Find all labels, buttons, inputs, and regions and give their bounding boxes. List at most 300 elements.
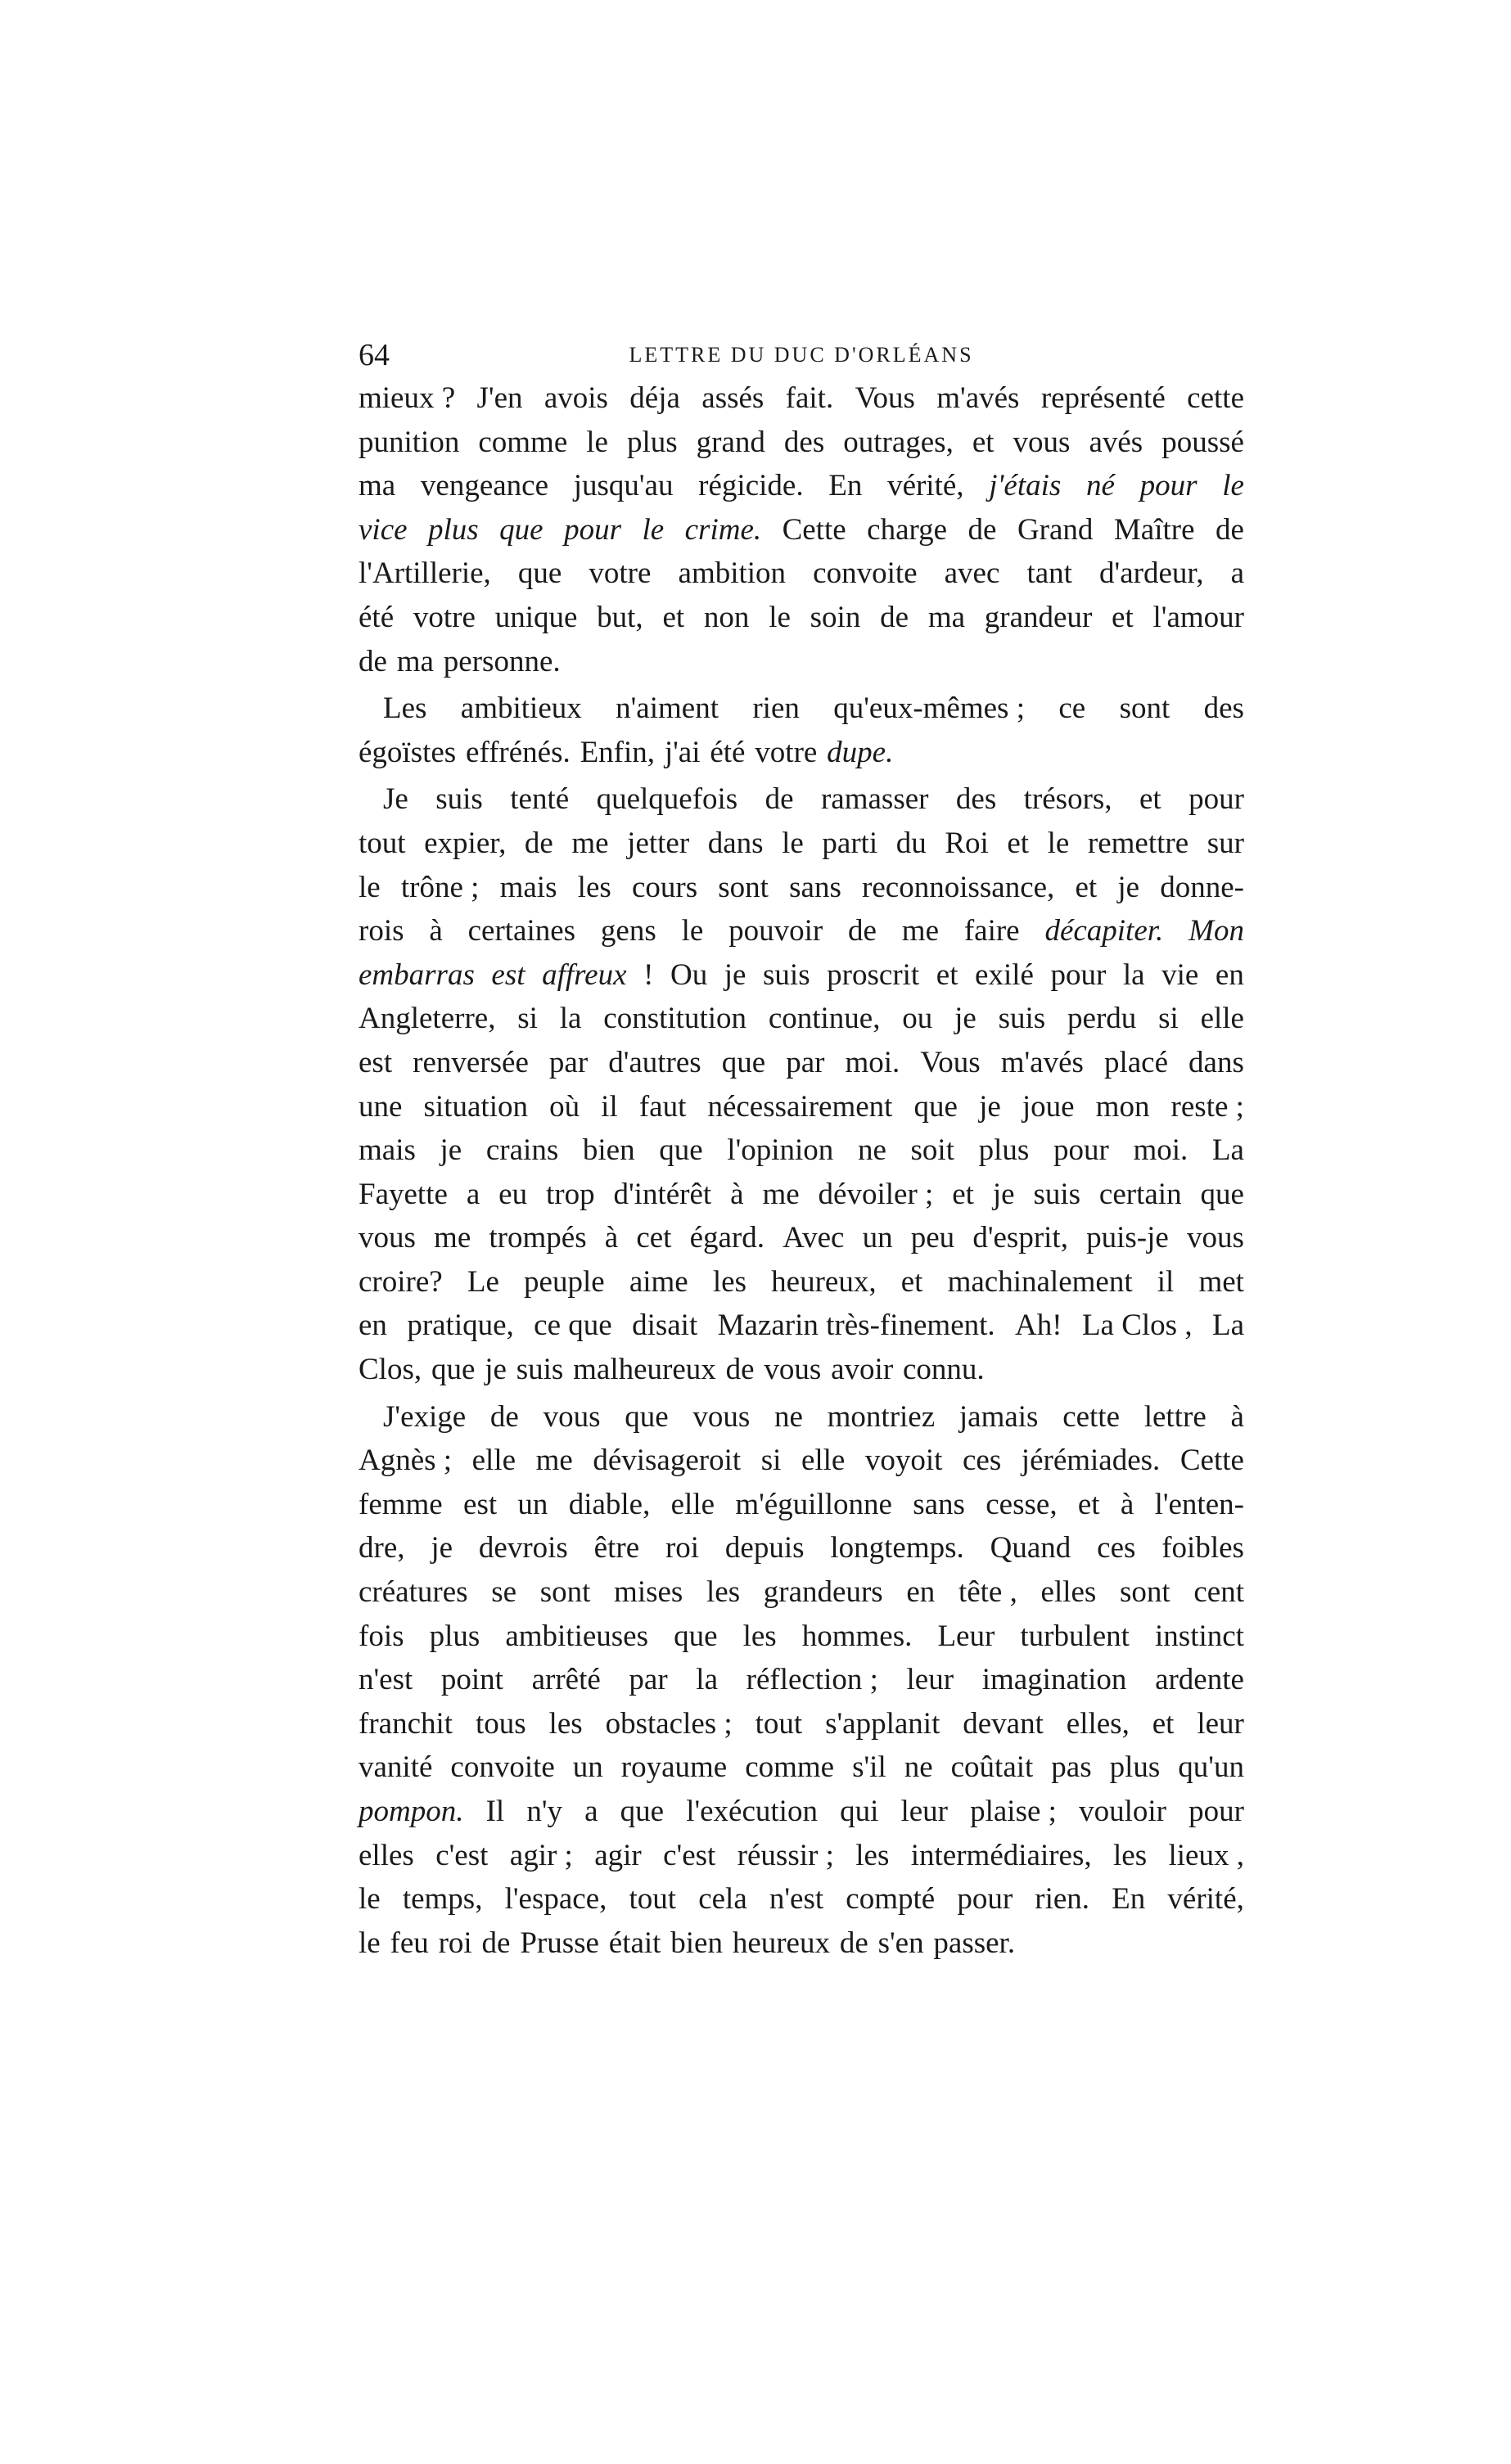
word: représenté <box>1040 381 1166 415</box>
word: leur <box>1197 1706 1244 1741</box>
word: et <box>1007 826 1030 860</box>
word: devrois <box>478 1531 568 1565</box>
word: sont <box>1120 1575 1170 1610</box>
word: de <box>880 600 909 634</box>
word: elles <box>359 1838 414 1872</box>
word: En <box>1112 1882 1146 1917</box>
word: l'exécution <box>686 1795 818 1828</box>
word: hommes. <box>801 1619 913 1653</box>
paragraph <box>359 376 1244 683</box>
word: aime <box>629 1264 688 1299</box>
word: Agnès ; <box>359 1444 453 1478</box>
word: reconnoissance, <box>862 870 1055 904</box>
word: mon <box>1095 1089 1150 1124</box>
word: les <box>706 1575 741 1610</box>
word: plus <box>626 425 678 459</box>
text-line <box>359 777 1244 822</box>
word: La <box>1211 1309 1244 1343</box>
word: les <box>1113 1838 1148 1872</box>
word: trésors, <box>1023 782 1112 817</box>
word: intermédiaires, <box>910 1838 1092 1872</box>
word: non <box>703 600 750 634</box>
word: fois <box>359 1619 404 1653</box>
word: pour <box>1189 1795 1244 1828</box>
text-line <box>359 1439 1244 1483</box>
word: plus <box>429 1619 480 1653</box>
word: ambitieuses <box>505 1619 648 1653</box>
text-line <box>359 1526 1244 1570</box>
word: diable, <box>568 1487 651 1521</box>
word: disait <box>632 1309 698 1343</box>
word: de <box>489 1399 519 1434</box>
word: ne <box>774 1399 803 1434</box>
word: sont <box>1119 691 1170 726</box>
word: compté <box>846 1882 936 1917</box>
word: Cette <box>1179 1444 1244 1478</box>
word: vous <box>1186 1221 1244 1255</box>
word: dans <box>1189 1045 1244 1079</box>
word: bien <box>670 1926 723 1960</box>
page-header <box>359 331 1244 380</box>
word: nécessairement <box>707 1089 893 1124</box>
running-head: LETTRE DU DUC D'ORLÉANS <box>629 343 974 367</box>
word: le <box>359 1882 381 1917</box>
word: ce <box>1058 691 1086 726</box>
word: de <box>359 644 387 678</box>
word: sans <box>913 1487 965 1521</box>
word: vengeance <box>420 469 549 503</box>
word: Angleterre, <box>359 1002 496 1036</box>
word: lettre <box>1143 1399 1207 1434</box>
word: Prusse <box>520 1926 599 1960</box>
word: par <box>786 1045 825 1079</box>
word: plus <box>428 512 479 547</box>
word: cent <box>1193 1575 1244 1610</box>
word: de <box>848 914 877 948</box>
word: par <box>629 1663 668 1697</box>
word: les <box>577 870 611 904</box>
word: réussir ; <box>737 1838 834 1872</box>
word: vous <box>764 1353 822 1387</box>
word: que <box>625 1399 669 1434</box>
word: le <box>1047 826 1070 860</box>
word: je <box>992 1177 1015 1211</box>
text-line <box>359 1304 1244 1348</box>
word: que <box>517 556 562 591</box>
word: trompés <box>489 1221 587 1255</box>
word: devant <box>963 1706 1044 1741</box>
word: des <box>783 425 825 459</box>
word: si <box>517 1002 538 1036</box>
word: situation <box>423 1089 528 1124</box>
word: Ou <box>670 957 708 992</box>
word: plaise ; <box>970 1795 1057 1828</box>
word: vous <box>692 1399 751 1434</box>
word: roi <box>438 1926 472 1960</box>
word: tout <box>755 1706 803 1741</box>
word: plus <box>978 1133 1030 1168</box>
word: de <box>967 512 997 547</box>
word: à <box>429 914 443 948</box>
word: mises <box>614 1575 683 1610</box>
word: d'esprit, <box>972 1221 1068 1255</box>
word: La <box>1211 1133 1244 1168</box>
word: ces <box>1097 1531 1136 1565</box>
text-line <box>359 953 1244 998</box>
word: que <box>620 1795 665 1828</box>
word: met <box>1198 1264 1244 1299</box>
word: le <box>642 512 665 547</box>
word: Ah! <box>1015 1309 1062 1343</box>
word: longtemps. <box>830 1531 964 1565</box>
word: ardente <box>1155 1663 1244 1697</box>
word: en <box>906 1575 936 1610</box>
word: outrages, <box>843 425 954 459</box>
paragraph <box>359 777 1244 1391</box>
word: continue, <box>768 1002 881 1036</box>
word: poussé <box>1161 425 1244 459</box>
text-line <box>359 421 1244 465</box>
word: à <box>1230 1399 1244 1434</box>
word: les <box>855 1838 890 1872</box>
text-line <box>359 997 1244 1041</box>
word: dupe. <box>827 735 894 769</box>
word: cours <box>631 870 698 904</box>
word: n'est <box>359 1663 413 1697</box>
word: sont <box>718 870 769 904</box>
word: un <box>572 1750 603 1785</box>
word: peu <box>910 1221 955 1255</box>
word: Roi <box>945 826 989 860</box>
word: ce que <box>534 1309 612 1343</box>
text-line <box>359 1834 1244 1878</box>
word: pour <box>564 512 621 547</box>
word: tenté <box>510 782 570 817</box>
text-line <box>359 1702 1244 1746</box>
word: m'avés <box>1000 1045 1084 1079</box>
paragraph <box>359 1395 1244 1966</box>
word: soit <box>910 1133 954 1168</box>
word: une <box>359 1089 403 1124</box>
word: jamais <box>958 1399 1039 1434</box>
word: s'il <box>852 1750 886 1785</box>
word: machinalement <box>947 1264 1133 1299</box>
word: est <box>491 957 525 992</box>
word: depuis <box>724 1531 805 1565</box>
word: plus <box>1109 1750 1161 1785</box>
word: je <box>431 1531 453 1565</box>
word: pouvoir <box>728 914 823 948</box>
text-line <box>359 1041 1244 1085</box>
text-line <box>359 1658 1244 1702</box>
text-line <box>359 1921 1244 1966</box>
word: agir <box>594 1838 642 1872</box>
word: me <box>535 1444 573 1478</box>
word: de <box>1215 512 1244 547</box>
word: quelquefois <box>596 782 738 817</box>
word: pour <box>1139 469 1198 503</box>
word: des <box>1203 691 1244 726</box>
word: l'opinion <box>727 1133 834 1168</box>
word: tout <box>359 826 406 860</box>
word: me <box>434 1221 471 1255</box>
word: ! <box>643 957 654 992</box>
word: suis <box>998 1002 1046 1036</box>
text-line <box>359 1615 1244 1659</box>
word: Mon <box>1189 914 1244 948</box>
word: gens <box>600 914 656 948</box>
word: le <box>769 600 791 634</box>
word: ma <box>396 644 434 678</box>
word: avoir <box>831 1353 894 1387</box>
word: perdu <box>1067 1002 1137 1036</box>
word: suis <box>1033 1177 1081 1211</box>
word: la <box>696 1663 718 1697</box>
word: si <box>1158 1002 1179 1036</box>
word: été <box>710 735 746 769</box>
word: obstacles ; <box>605 1706 733 1741</box>
word: et <box>952 1177 974 1211</box>
word: placé <box>1103 1045 1168 1079</box>
word: certain <box>1098 1177 1182 1211</box>
word: m'avés <box>936 381 1020 415</box>
word: Cette <box>782 512 846 547</box>
word: Les <box>383 691 427 726</box>
word: dans <box>707 826 764 860</box>
word: vie <box>1161 957 1199 992</box>
word: instinct <box>1155 1619 1244 1653</box>
word: d'autres <box>608 1045 701 1079</box>
word: dévisageroit <box>593 1444 742 1478</box>
word: me <box>571 826 609 860</box>
word: assés <box>701 381 765 415</box>
word: j'étais <box>989 469 1062 503</box>
word: décapiter. <box>1044 914 1164 948</box>
word: fait. <box>785 381 834 415</box>
text-line <box>359 1790 1244 1834</box>
word: que <box>499 512 544 547</box>
text-line <box>359 866 1244 910</box>
word: moi. <box>845 1045 900 1079</box>
word: leur <box>900 1795 948 1828</box>
word: et <box>1139 782 1161 817</box>
word: certaines <box>467 914 576 948</box>
word: je <box>440 1133 462 1168</box>
word: rien <box>752 691 800 726</box>
text-line <box>359 1395 1244 1439</box>
word: déja <box>629 381 680 415</box>
word: Il <box>485 1795 505 1828</box>
word: renversée <box>413 1045 529 1079</box>
word: vice <box>359 512 408 547</box>
page-number: 64 <box>359 338 390 372</box>
word: soin <box>810 600 861 634</box>
word: Le <box>467 1264 499 1299</box>
word: vous <box>1013 425 1071 459</box>
text-line <box>359 640 1244 684</box>
word: de <box>524 826 553 860</box>
word: en <box>359 1309 387 1343</box>
word: que <box>674 1619 718 1653</box>
word: dre, <box>359 1531 405 1565</box>
word: Je <box>383 782 408 817</box>
word: sur <box>1207 826 1244 860</box>
word: vous <box>359 1221 416 1255</box>
word: avec <box>944 556 1000 591</box>
word: mais <box>359 1133 416 1168</box>
word: femme <box>359 1487 443 1521</box>
word: à <box>1120 1487 1134 1521</box>
word: ma <box>927 600 966 634</box>
word: suis <box>516 1353 564 1387</box>
paragraph <box>359 687 1244 774</box>
word: avois <box>544 381 608 415</box>
text-line <box>359 376 1244 421</box>
word: lieux , <box>1168 1838 1244 1872</box>
word: Mazarin très-finement. <box>717 1309 995 1343</box>
word: d'ardeur, <box>1099 556 1204 591</box>
word: le <box>681 914 704 948</box>
word: cela <box>698 1882 747 1917</box>
word: le <box>359 870 381 904</box>
word: et <box>662 600 685 634</box>
word: et <box>1112 600 1134 634</box>
word: me <box>901 914 939 948</box>
word: faut <box>638 1089 687 1124</box>
word: n'aiment <box>616 691 719 726</box>
word: point <box>440 1663 503 1697</box>
word: la <box>559 1002 582 1036</box>
word: grand <box>696 425 765 459</box>
word: parti <box>822 826 878 860</box>
word: grandeurs <box>763 1575 883 1610</box>
text-line <box>359 687 1244 731</box>
word: joue <box>1022 1089 1075 1124</box>
word: suis <box>763 957 810 992</box>
word: personne. <box>443 644 561 678</box>
word: La Clos , <box>1081 1309 1193 1343</box>
word: roi <box>665 1531 700 1565</box>
word: heureux, <box>771 1264 877 1299</box>
word: trop <box>546 1177 595 1211</box>
text-line <box>359 1570 1244 1615</box>
word: le <box>782 826 804 860</box>
word: les <box>548 1706 583 1741</box>
word: et <box>900 1264 923 1299</box>
word: de <box>839 1926 868 1960</box>
word: est <box>359 1045 393 1079</box>
word: de <box>481 1926 511 1960</box>
word: grandeur <box>984 600 1093 634</box>
word: votre <box>413 600 476 634</box>
word: bien <box>582 1133 635 1168</box>
word: ma <box>359 469 396 503</box>
word: coûtait <box>950 1750 1034 1785</box>
word: dévoiler ; <box>818 1177 934 1211</box>
word: elles <box>1040 1575 1097 1610</box>
word: jérémiades. <box>1021 1444 1161 1478</box>
word: but, <box>597 600 643 634</box>
word: jusqu'au <box>573 469 674 503</box>
text-line <box>359 1216 1244 1260</box>
word: croire? <box>359 1264 443 1299</box>
word: être <box>593 1531 640 1565</box>
word: elle <box>801 1444 846 1478</box>
word: s'en <box>877 1926 924 1960</box>
word: et <box>936 957 958 992</box>
word: ne <box>857 1133 886 1168</box>
word: elles, <box>1066 1706 1130 1741</box>
word: arrêté <box>531 1663 601 1697</box>
word: vouloir <box>1079 1795 1166 1828</box>
word: et <box>1075 870 1098 904</box>
word: égard. <box>689 1221 765 1255</box>
word: si <box>760 1444 782 1478</box>
word: cesse, <box>986 1487 1058 1521</box>
word: imagination <box>981 1663 1127 1697</box>
word: se <box>491 1575 517 1610</box>
word: elle <box>471 1444 516 1478</box>
word: la <box>1122 957 1145 992</box>
word: ambitieux <box>460 691 582 726</box>
word: je <box>954 1002 977 1036</box>
word: que <box>913 1089 958 1124</box>
text-line <box>359 596 1244 640</box>
word: J'en <box>476 381 523 415</box>
word: n'y <box>526 1795 562 1828</box>
word: heureux <box>732 1926 830 1960</box>
word: convoite <box>813 556 918 591</box>
word: pour <box>1050 957 1107 992</box>
word: m'éguillonne <box>735 1487 892 1521</box>
word: eu <box>498 1177 528 1211</box>
word: moi. <box>1133 1133 1189 1168</box>
word: avés <box>1089 425 1143 459</box>
word: cette <box>1187 381 1244 415</box>
word: tous <box>475 1706 526 1741</box>
word: était <box>608 1926 661 1960</box>
word: le <box>359 1926 381 1960</box>
word: vérité, <box>1167 1882 1244 1917</box>
text-line <box>359 1348 1244 1392</box>
word: trône ; <box>400 870 480 904</box>
word: me <box>762 1177 800 1211</box>
word: elle <box>1200 1002 1244 1036</box>
word: c'est <box>435 1838 489 1872</box>
word: des <box>955 782 997 817</box>
word: été <box>359 600 395 634</box>
word: crime. <box>684 512 762 547</box>
word: que <box>659 1133 703 1168</box>
word: elle <box>670 1487 715 1521</box>
word: l'enten- <box>1154 1487 1244 1521</box>
word: votre <box>589 556 652 591</box>
word: Quand <box>990 1531 1071 1565</box>
word: effrénés. <box>466 735 571 769</box>
word: a <box>584 1795 598 1828</box>
word: tout <box>629 1882 677 1917</box>
word: ou <box>902 1002 933 1036</box>
word: sans <box>789 870 841 904</box>
word: Vous <box>855 381 915 415</box>
word: pompon. <box>359 1795 464 1828</box>
word: d'intérêt <box>613 1177 712 1211</box>
text-line <box>359 909 1244 953</box>
word: s'applanit <box>825 1706 940 1741</box>
word: montriez <box>827 1399 936 1434</box>
word: proscrit <box>827 957 920 992</box>
word: unique <box>494 600 578 634</box>
